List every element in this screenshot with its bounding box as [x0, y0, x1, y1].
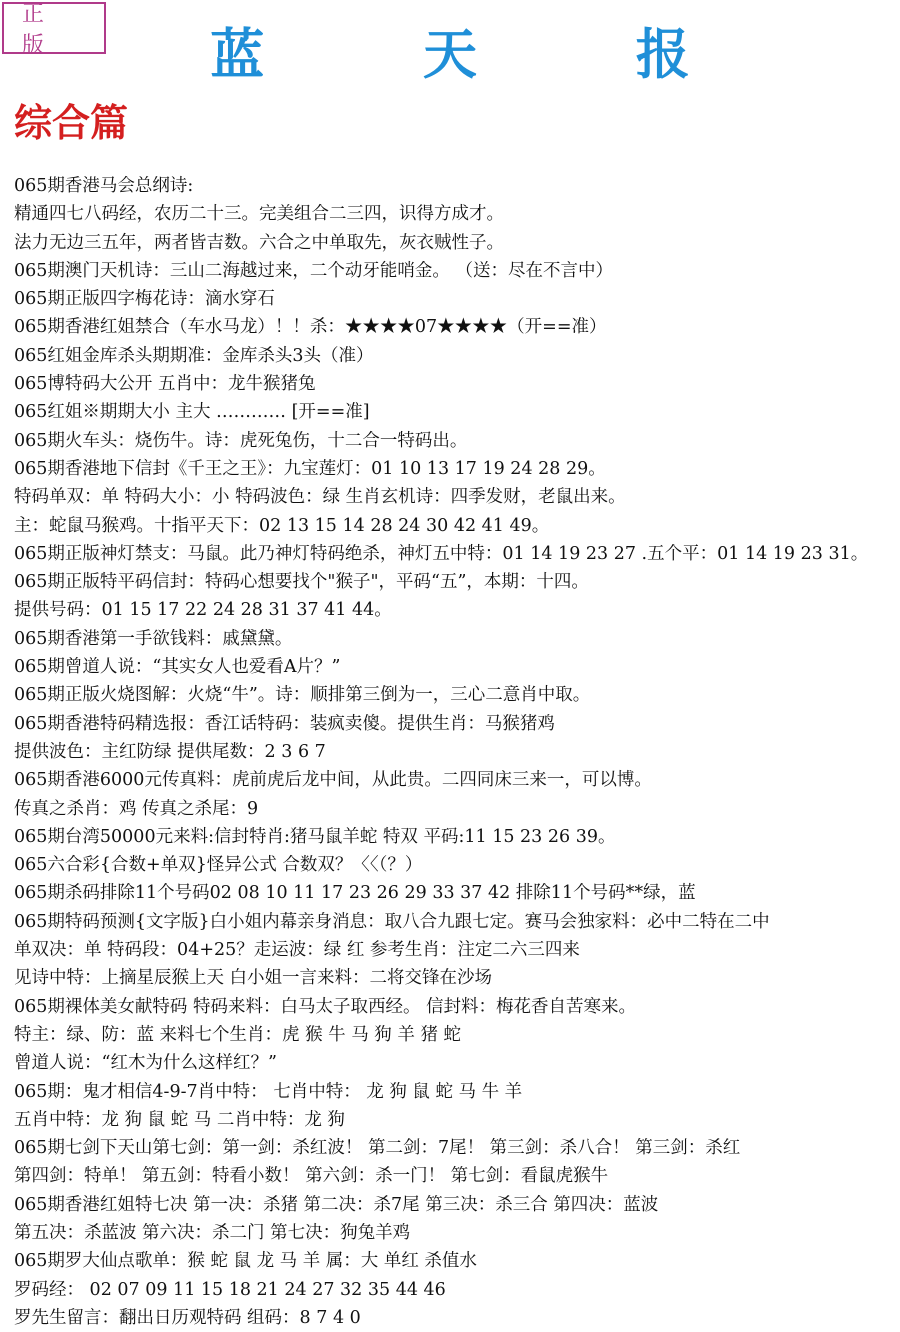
text-line: 主：蛇鼠马猴鸡。十指平天下：02 13 15 14 28 24 30 42 41 49。 — [14, 515, 550, 536]
text-line: 提供波色：主红防绿 提供尾数：2 3 6 7 — [14, 741, 326, 762]
text-line: 065期香港红姐禁合（车水马龙）！！杀：★★★★07★★★★（开==准） — [14, 317, 607, 338]
text-line: 065期香港马会总纲诗: — [14, 176, 194, 196]
page-title: 蓝 天 报 — [210, 22, 760, 86]
text-line: 065期正版四字梅花诗：滴水穿石 — [14, 289, 275, 310]
text-line: 传真之杀肖：鸡 传真之杀尾：9 — [14, 798, 259, 819]
text-line: 065期台湾50000元来料:信封特肖:猪马鼠羊蛇 特双 平码:11 15 23 26 39。 — [14, 826, 616, 847]
text-line: 065期香港第一手欲钱料：戚黛黛。 — [14, 628, 293, 649]
text-line: 065期香港红姐特七决 第一决：杀猪 第二决：杀7尾 第三决：杀三合 第四决：蓝波 — [14, 1194, 659, 1215]
text-line: 065期特码预测{文字版}白小姐内幕亲身消息：取八合九跟七定。赛马会独家料：必中二特在二中 — [14, 911, 770, 932]
text-line: 特码单双：单 特码大小：小 特码波色：绿 生肖玄机诗：四季发财，老鼠出来。 — [14, 487, 626, 508]
text-line: 第五决：杀蓝波 第六决：杀二门 第七决：狗兔羊鸡 — [14, 1222, 411, 1243]
text-line: 提供号码：01 15 17 22 24 28 31 37 41 44。 — [14, 600, 392, 621]
text-line: 065期裸体美女献特码 特码来料：白马太子取西经。 信封料：梅花香自苦寒来。 — [14, 996, 637, 1017]
text-line: 第四剑：特单！ 第五剑：特看小数！ 第六剑：杀一门！ 第七剑：看鼠虎猴牛 — [14, 1166, 609, 1187]
text-line: 特主：绿、防：蓝 来料七个生肖：虎 猴 牛 马 狗 羊 猪 蛇 — [14, 1024, 462, 1045]
text-line: 065期：鬼才相信4-9-7肖中特： 七肖中特： 龙 狗 鼠 蛇 马 牛 羊 — [14, 1081, 523, 1102]
text-line: 法力无边三五年，两者皆吉数。六合之中单取先，灰衣贼性子。 — [14, 232, 504, 253]
text-line: 精通四七八码经，农历二十三。完美组合二三四，识得方成才。 — [14, 204, 504, 225]
text-line: 065期七剑下天山第七剑：第一剑：杀红波！ 第二剑：7尾！ 第三剑：杀八合！ 第三剑：杀红 — [14, 1138, 741, 1159]
text-line: 见诗中特：上摘星辰猴上天 白小姐一言来料：二将交锋在沙场 — [14, 968, 493, 989]
text-line: 065博特码大公开 五肖中：龙牛猴猪兔 — [14, 374, 316, 395]
edition-badge: 正 版 — [2, 2, 106, 54]
text-line: 065期正版特平码信封：特码心想要找个"猴子"，平码“五”，本期：十四。 — [14, 572, 589, 593]
text-line: 065六合彩{合数+单双}怪异公式 合数双？〈〈（？） — [14, 855, 423, 876]
text-line: 单双决：单 特码段：04+25？走运波：绿 红 参考生肖：注定二六三四来 — [14, 940, 580, 961]
text-line: 065期澳门天机诗：三山二海越过来，二个动牙能哨金。 （送：尽在不言中） — [14, 260, 613, 281]
section-heading: 综合篇 — [14, 100, 129, 145]
text-line: 罗先生留言：翻出日历观特码 组码：8 7 4 0 — [14, 1307, 361, 1328]
text-line: 065期香港地下信封《千王之王》：九宝莲灯：01 10 13 17 19 24 28 29。 — [14, 458, 606, 479]
text-line: 065期火车头：烧伤牛。诗：虎死兔伤，十二合一特码出。 — [14, 430, 468, 451]
text-line: 065期罗大仙点歌单：猴 蛇 鼠 龙 马 羊 属：大 单红 杀值水 — [14, 1251, 477, 1272]
text-line: 065期香港6000元传真料：虎前虎后龙中间，从此贵。二四同床三来一，可以博。 — [14, 770, 652, 791]
text-line: 065期正版神灯禁支：马鼠。此乃神灯特码绝杀，神灯五中特：01 14 19 23 27 .五个平：01 14 19 23 31。 — [14, 543, 869, 564]
text-line: 罗码经： 02 07 09 11 15 18 21 24 27 32 35 44 46 — [14, 1279, 446, 1300]
text-line: 065红姐金库杀头期期准：金库杀头3头（准） — [14, 345, 374, 366]
content-lines — [14, 172, 900, 1332]
text-line: 065期正版火烧图解：火烧“牛”。诗：顺排第三倒为一，三心二意肖中取。 — [14, 685, 591, 706]
text-line: 065期香港特码精选报：香江话特码：装疯卖傻。提供生肖：马猴猪鸡 — [14, 713, 555, 734]
text-line: 065期曾道人说：“其实女人也爱看A片？” — [14, 657, 341, 678]
text-line: 065红姐※期期大小 主大 ………… [开==准] — [14, 402, 370, 423]
text-line: 065期杀码排除11个号码02 08 10 11 17 23 26 29 33 37 42 排除11个号码**绿，蓝 — [14, 883, 696, 904]
text-line: 曾道人说：“红木为什么这样红？” — [14, 1053, 277, 1074]
text-line: 五肖中特：龙 狗 鼠 蛇 马 二肖中特：龙 狗 — [14, 1109, 345, 1130]
